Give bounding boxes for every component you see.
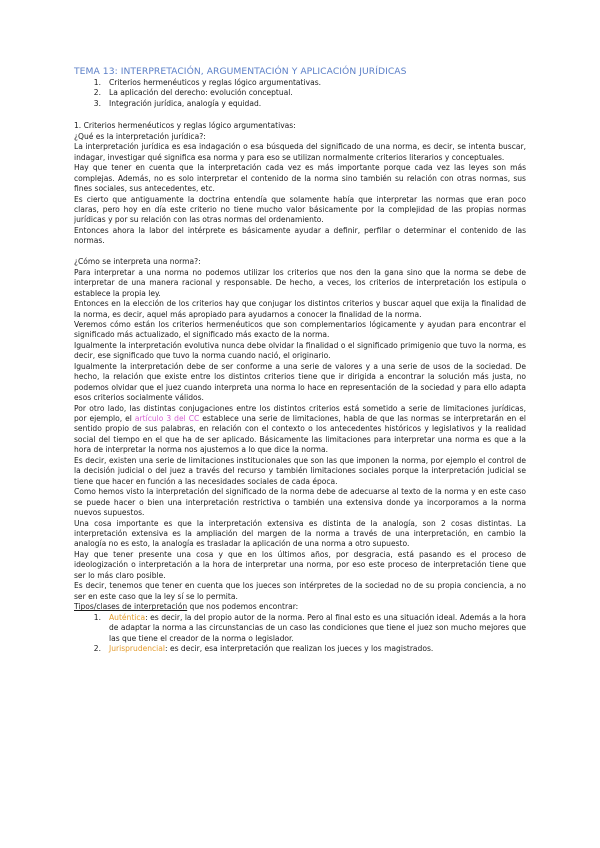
- highlighted-article-ref: artículo 3 del CC: [134, 414, 200, 424]
- paragraph-text: que nos podemos encontrar:: [187, 602, 299, 612]
- paragraph: [74, 404, 526, 456]
- list-item-text: [109, 613, 526, 644]
- list-item: [74, 644, 526, 654]
- toc-item: [74, 88, 526, 98]
- list-number: 2.: [93, 644, 101, 653]
- paragraph: Es decir, tenemos que tener en cuenta que los jueces son intérpretes de la sociedad no de su propia conciencia, a no ser en este caso que la ley sí se lo permita.: [74, 581, 526, 601]
- section-question: ¿Qué es la interpretación jurídica?:: [74, 131, 206, 141]
- paragraph: Es decir, existen una serie de limitaciones institucionales que son las que imponen la norma, por ejemplo el control de la decisión judicial o del juez a través del recurso y también limitaciones sociales porque la interpretación judicial se tiene que hacer en función a las necesidades sociales de cada época.: [74, 455, 526, 486]
- paragraph: Para interpretar a una norma no podemos utilizar los criterios que nos den la gana sino que la norma se debe de interpretar de una manera racional y responsable. De hecho, a veces, los criterios de interpretación los estipula o establece la propia ley.: [74, 267, 526, 298]
- type-label: Jurisprudencial: [109, 644, 166, 653]
- toc-number: 3.: [93, 98, 101, 108]
- paragraph: Entonces en la elección de los criterios hay que conjugar los distintos criterios y buscar aquel que exija la finalidad de la norma, es decir, aquel más apropiado para ayudarnos a conocer la finalidad de la norma.: [74, 299, 526, 319]
- type-description: : es decir, esa interpretación que realizan los jueces y los magistrados.: [165, 644, 434, 653]
- paragraph: Hay que tener presente una cosa y que en los últimos años, por desgracia, está pasando es el proceso de ideologización o interpretación a la hora de interpretar una norma, por eso este proceso de interpretación tiene que ser lo más claro posible.: [74, 549, 526, 580]
- toc-text: La aplicación del derecho: evolución conceptual.: [109, 88, 293, 98]
- paragraph-text: establece una serie de limitaciones, habla de que las normas se interpretarán en el sentido propio de sus palabras, en relación con el contexto o los antecedentes históricos y legislativos y la realidad social del tiempo en el que ha de ser aplicado. Básicamente las limitaciones para interpretar una norma es que a la hora de interpretar la norma nos ajustemos a lo que dice la norma.: [74, 414, 527, 455]
- section-heading: 1. Criterios hermenéuticos y reglas lógico argumentativas:: [74, 121, 296, 131]
- section-question: ¿Cómo se interpreta una norma?:: [74, 257, 201, 267]
- paragraph-text: Por otro lado, las distintas conjugaciones entre los distintos criterios está sometido a serie de limitaciones jurídicas, por ejemplo, el: [74, 403, 526, 424]
- underlined-term: Tipos/clases de interpretación: [74, 602, 188, 612]
- page-title: TEMA 13: INTERPRETACIÓN, ARGUMENTACIÓN Y APLICACIÓN JURÍDICAS: [74, 66, 407, 77]
- paragraph: Veremos cómo están los criterios hermenéuticos que son complementarios lógicamente y ayudan para encontrar el significado más actualizado, el significado más exacto de la norma.: [74, 319, 526, 340]
- toc-item: [74, 99, 526, 109]
- spacer: [74, 247, 526, 257]
- list-item-text: [109, 644, 526, 654]
- paragraph: [74, 602, 526, 612]
- paragraph: Entonces ahora la labor del intérprete es básicamente ayudar a definir, perfilar o determinar el contenido de las normas.: [74, 225, 526, 246]
- toc-number: 2.: [93, 88, 101, 98]
- paragraph: Como hemos visto la interpretación del significado de la norma debe de adecuarse al texto de la norma y en este caso se puede hacer o bien una interpretación restrictiva o también una extensiva donde ya incorporamos a la norma nuevos supuestos.: [74, 487, 526, 518]
- paragraph: Es cierto que antiguamente la doctrina entendía que solamente había que interpretar las normas que eran poco claras, pero hoy en día este criterio no tiene mucho valor básicamente por la complejidad de las propias normas jurídicas y por su relación con las otras normas del ordenamiento.: [74, 194, 526, 225]
- paragraph: La interpretación jurídica es esa indagación o esa búsqueda del significado de una norma, es decir, se intenta buscar, indagar, investigar qué significa esa norma y para eso se utilizan normalmente criterios literarios y conceptuales.: [74, 142, 526, 162]
- list-number: 1.: [93, 612, 101, 622]
- toc-text: Integración jurídica, analogía y equidad.: [109, 98, 262, 108]
- interpretation-types-list: [74, 613, 526, 655]
- type-label: Auténtica: [109, 612, 146, 622]
- type-description: : es decir, la del propio autor de la norma. Pero al final esto es una situación ideal. Además a la hora de adaptar la norma a las circunstancias de un caso las condiciones que tiene el juez son mucho mejores que las que tiene el creador de la norma o legislador.: [109, 612, 526, 643]
- table-of-contents: [74, 78, 526, 109]
- paragraph: Una cosa importante es que la interpretación extensiva es distinta de la analogía, son 2 cosas distintas. La interpretación extensiva es la ampliación del margen de la norma a través de una interpretación, en cambio la analogía no es esto, la analogía es trasladar la aplicación de una norma a otro supuesto.: [74, 518, 526, 549]
- toc-item: [74, 78, 526, 88]
- paragraph: Igualmente la interpretación evolutiva nunca debe olvidar la finalidad o el significado primigenio que tuvo la norma, es decir, ese significado que tuvo la norma cuando nació, el originario.: [74, 340, 526, 361]
- toc-text: Criterios hermenéuticos y reglas lógico argumentativas.: [109, 78, 322, 87]
- toc-number: 1.: [93, 78, 101, 87]
- paragraph: Igualmente la interpretación debe de ser conforme a una serie de valores y a una serie de usos de la sociedad. De hecho, la relación que existe entre los distintos criterios tiene que ir dirigida a encontrar la solución más justa, no podemos olvidar que el juez cuando interpreta una norma lo hace en representación de la sociedad y para ello adapta esos criterios socialmente válidos.: [74, 361, 526, 403]
- paragraph: Hay que tener en cuenta que la interpretación cada vez es más importante porque cada vez las leyes son más complejas. Además, no es solo interpretar el contenido de la norma sino también su relación con otras normas, sus fines sociales, sus antecedentes, etc.: [74, 163, 526, 194]
- list-item: [74, 613, 526, 644]
